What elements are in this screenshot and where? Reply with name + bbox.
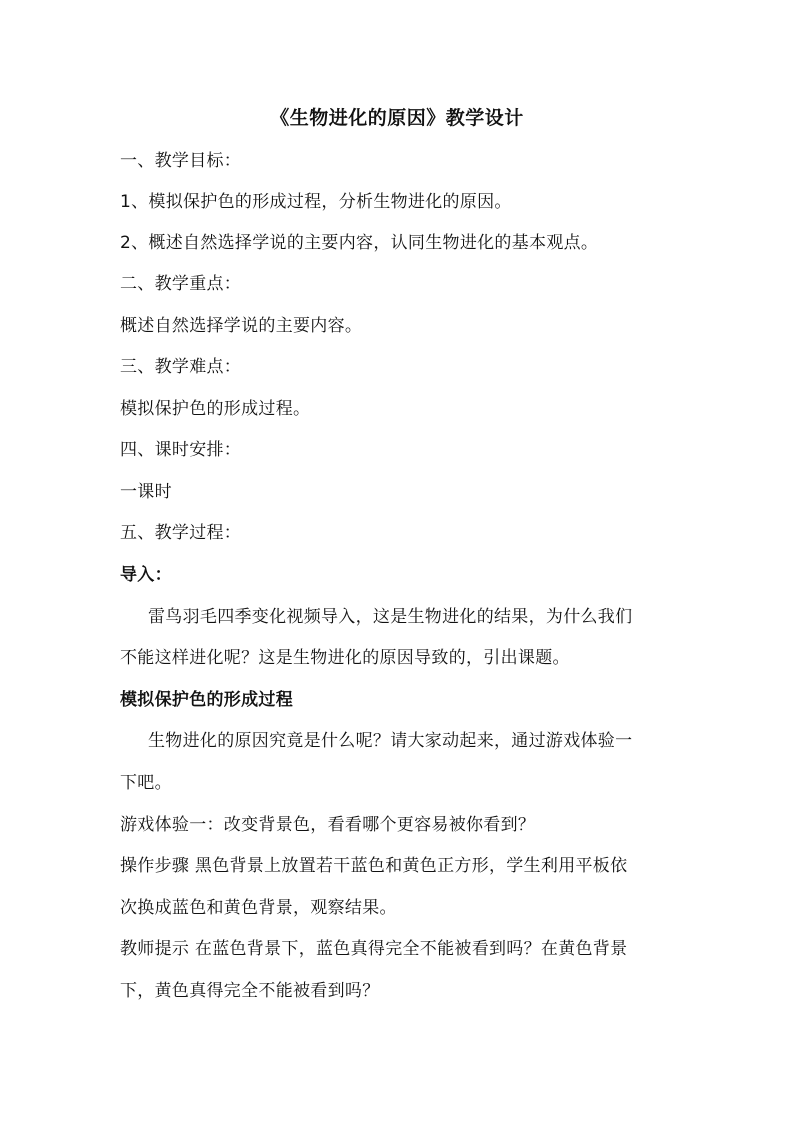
- section-heading-objectives: 一、教学目标：: [120, 151, 242, 171]
- game-experience-one: 游戏体验一：改变背景色，看看哪个更容易被你看到？: [120, 815, 536, 835]
- operation-steps-line-2: 次换成蓝色和黄色背景，观察结果。: [120, 898, 397, 918]
- simulation-paragraph-line-2: 下吧。: [120, 773, 172, 793]
- simulation-paragraph-line-1: 生物进化的原因究竟是什么呢？请大家动起来，通过游戏体验一: [148, 731, 633, 751]
- section-heading-difficulties: 三、教学难点：: [120, 357, 242, 377]
- subheading-introduction: 导入：: [120, 565, 172, 585]
- introduction-paragraph-line-1: 雷鸟羽毛四季变化视频导入，这是生物进化的结果，为什么我们: [148, 607, 633, 627]
- operation-steps-line-1: 操作步骤 黑色背景上放置若干蓝色和黄色正方形，学生利用平板依: [120, 856, 628, 876]
- section-heading-schedule: 四、课时安排：: [120, 440, 242, 460]
- subheading-simulation: 模拟保护色的形成过程: [120, 690, 293, 710]
- objective-item-1: 1、模拟保护色的形成过程，分析生物进化的原因。: [120, 192, 512, 212]
- teacher-tip-line-2: 下，黄色真得完全不能被看到吗？: [120, 981, 380, 1001]
- objective-item-2: 2、概述自然选择学说的主要内容，认同生物进化的基本观点。: [120, 233, 599, 253]
- schedule-text: 一课时: [120, 482, 172, 502]
- difficulty-text: 模拟保护色的形成过程。: [120, 399, 311, 419]
- key-point-text: 概述自然选择学说的主要内容。: [120, 316, 363, 336]
- section-heading-key-points: 二、教学重点：: [120, 274, 242, 294]
- document-title: 《生物进化的原因》教学设计: [270, 107, 524, 129]
- teacher-tip-line-1: 教师提示 在蓝色背景下，蓝色真得完全不能被看到吗？在黄色背景: [120, 939, 628, 959]
- section-heading-process: 五、教学过程：: [120, 523, 242, 543]
- introduction-paragraph-line-2: 不能这样进化呢？这是生物进化的原因导致的，引出课题。: [120, 648, 570, 668]
